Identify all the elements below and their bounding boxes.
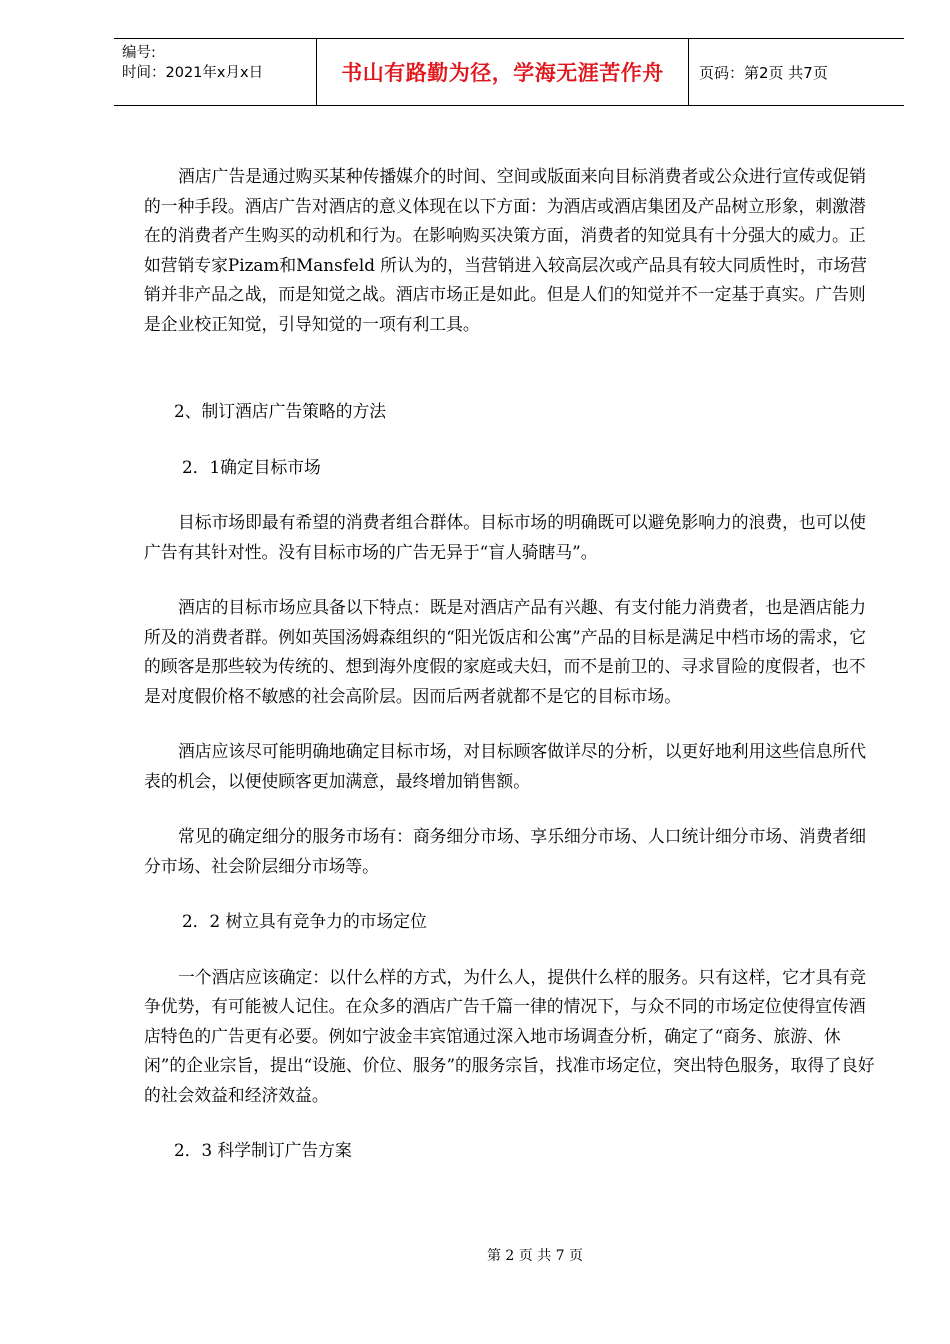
header-page-info-cell	[689, 39, 904, 105]
paragraph-intro: 酒店广告是通过购买某种传播媒介的时间、空间或版面来向目标消费者或公众进行宣传或促销的一种手段。酒店广告对酒店的意义体现在以下方面：为酒店或酒店集团及产品树立形象，刺激潜在的消费者产生购买的动机和行为。在影响购买决策方面，消费者的知觉具有十分强大的威力。正如营销专家Pizam和Mansfeld 所认为的，当营销进入较高层次或产品具有较大同质性时，市场营销并非产品之战，而是知觉之战。酒店市场正是如此。但是人们的知觉并不一定基于真实。广告则是企业校正知觉，引导知觉的一项有利工具。	[144, 166, 867, 334]
paragraph-target-market: 目标市场即最有希望的消费者组合群体。目标市场的明确既可以避免影响力的浪费，也可以使广告有其针对性。没有目标市场的广告无异于“盲人骑瞎马”。	[144, 512, 867, 562]
section-heading-2: 2、制订酒店广告策略的方法	[174, 401, 387, 421]
paragraph-define-market: 酒店应该尽可能明确地确定目标市场，对目标顾客做详尽的分析，以更好地利用这些信息所代表的机会，以便使顾客更加满意，最终增加销售额。	[144, 741, 867, 791]
header-meta	[114, 39, 316, 105]
header-motto-cell	[316, 39, 689, 105]
page-footer: 第 2 页 共 7 页	[486, 1248, 584, 1264]
document-number-label: 编号:	[122, 45, 156, 61]
paragraph-positioning: 一个酒店应该确定：以什么样的方式，为什么人，提供什么样的服务。只有这样，它才具有竞争优势，有可能被人记住。在众多的酒店广告千篇一律的情况下，与众不同的市场定位使得宣传酒店特色的广告更有必要。例如宁波金丰宾馆通过深入地市场调查分析，确定了“商务、旅游、休闲”的企业宗旨，提出“设施、价位、服务”的服务宗旨，找准市场定位，突出特色服务，取得了良好的社会效益和经济效益。	[144, 966, 875, 1105]
document-body	[144, 162, 882, 1166]
header-motto: 书山有路勤为径，学海无涯苦作舟	[341, 61, 664, 85]
paragraph-target-market-features: 酒店的目标市场应具备以下特点：既是对酒店产品有兴趣、有支付能力消费者，也是酒店能力所及的消费者群。例如英国汤姆森组织的“阳光饭店和公寓”产品的目标是满足中档市场的需求，它的顾客是那些较为传统的、想到海外度假的家庭或夫妇，而不是前卫的、寻求冒险的度假者，也不是对度假价格不敏感的社会高阶层。因而后两者就都不是它的目标市场。	[144, 597, 867, 706]
document-time-label: 时间：2021年x月x日	[122, 65, 264, 81]
page-header	[114, 38, 904, 106]
paragraph-segments: 常见的确定细分的服务市场有：商务细分市场、享乐细分市场、人口统计细分市场、消费者细分市场、社会阶层细分市场等。	[144, 826, 867, 876]
subsection-heading-2-3: 2．3 科学制订广告方案	[174, 1140, 352, 1160]
subsection-heading-2-1: 2．1确定目标市场	[182, 456, 321, 477]
header-page-info: 页码：第2页 共7页	[699, 63, 828, 82]
subsection-heading-2-2: 2．2 树立具有竞争力的市场定位	[182, 911, 427, 931]
